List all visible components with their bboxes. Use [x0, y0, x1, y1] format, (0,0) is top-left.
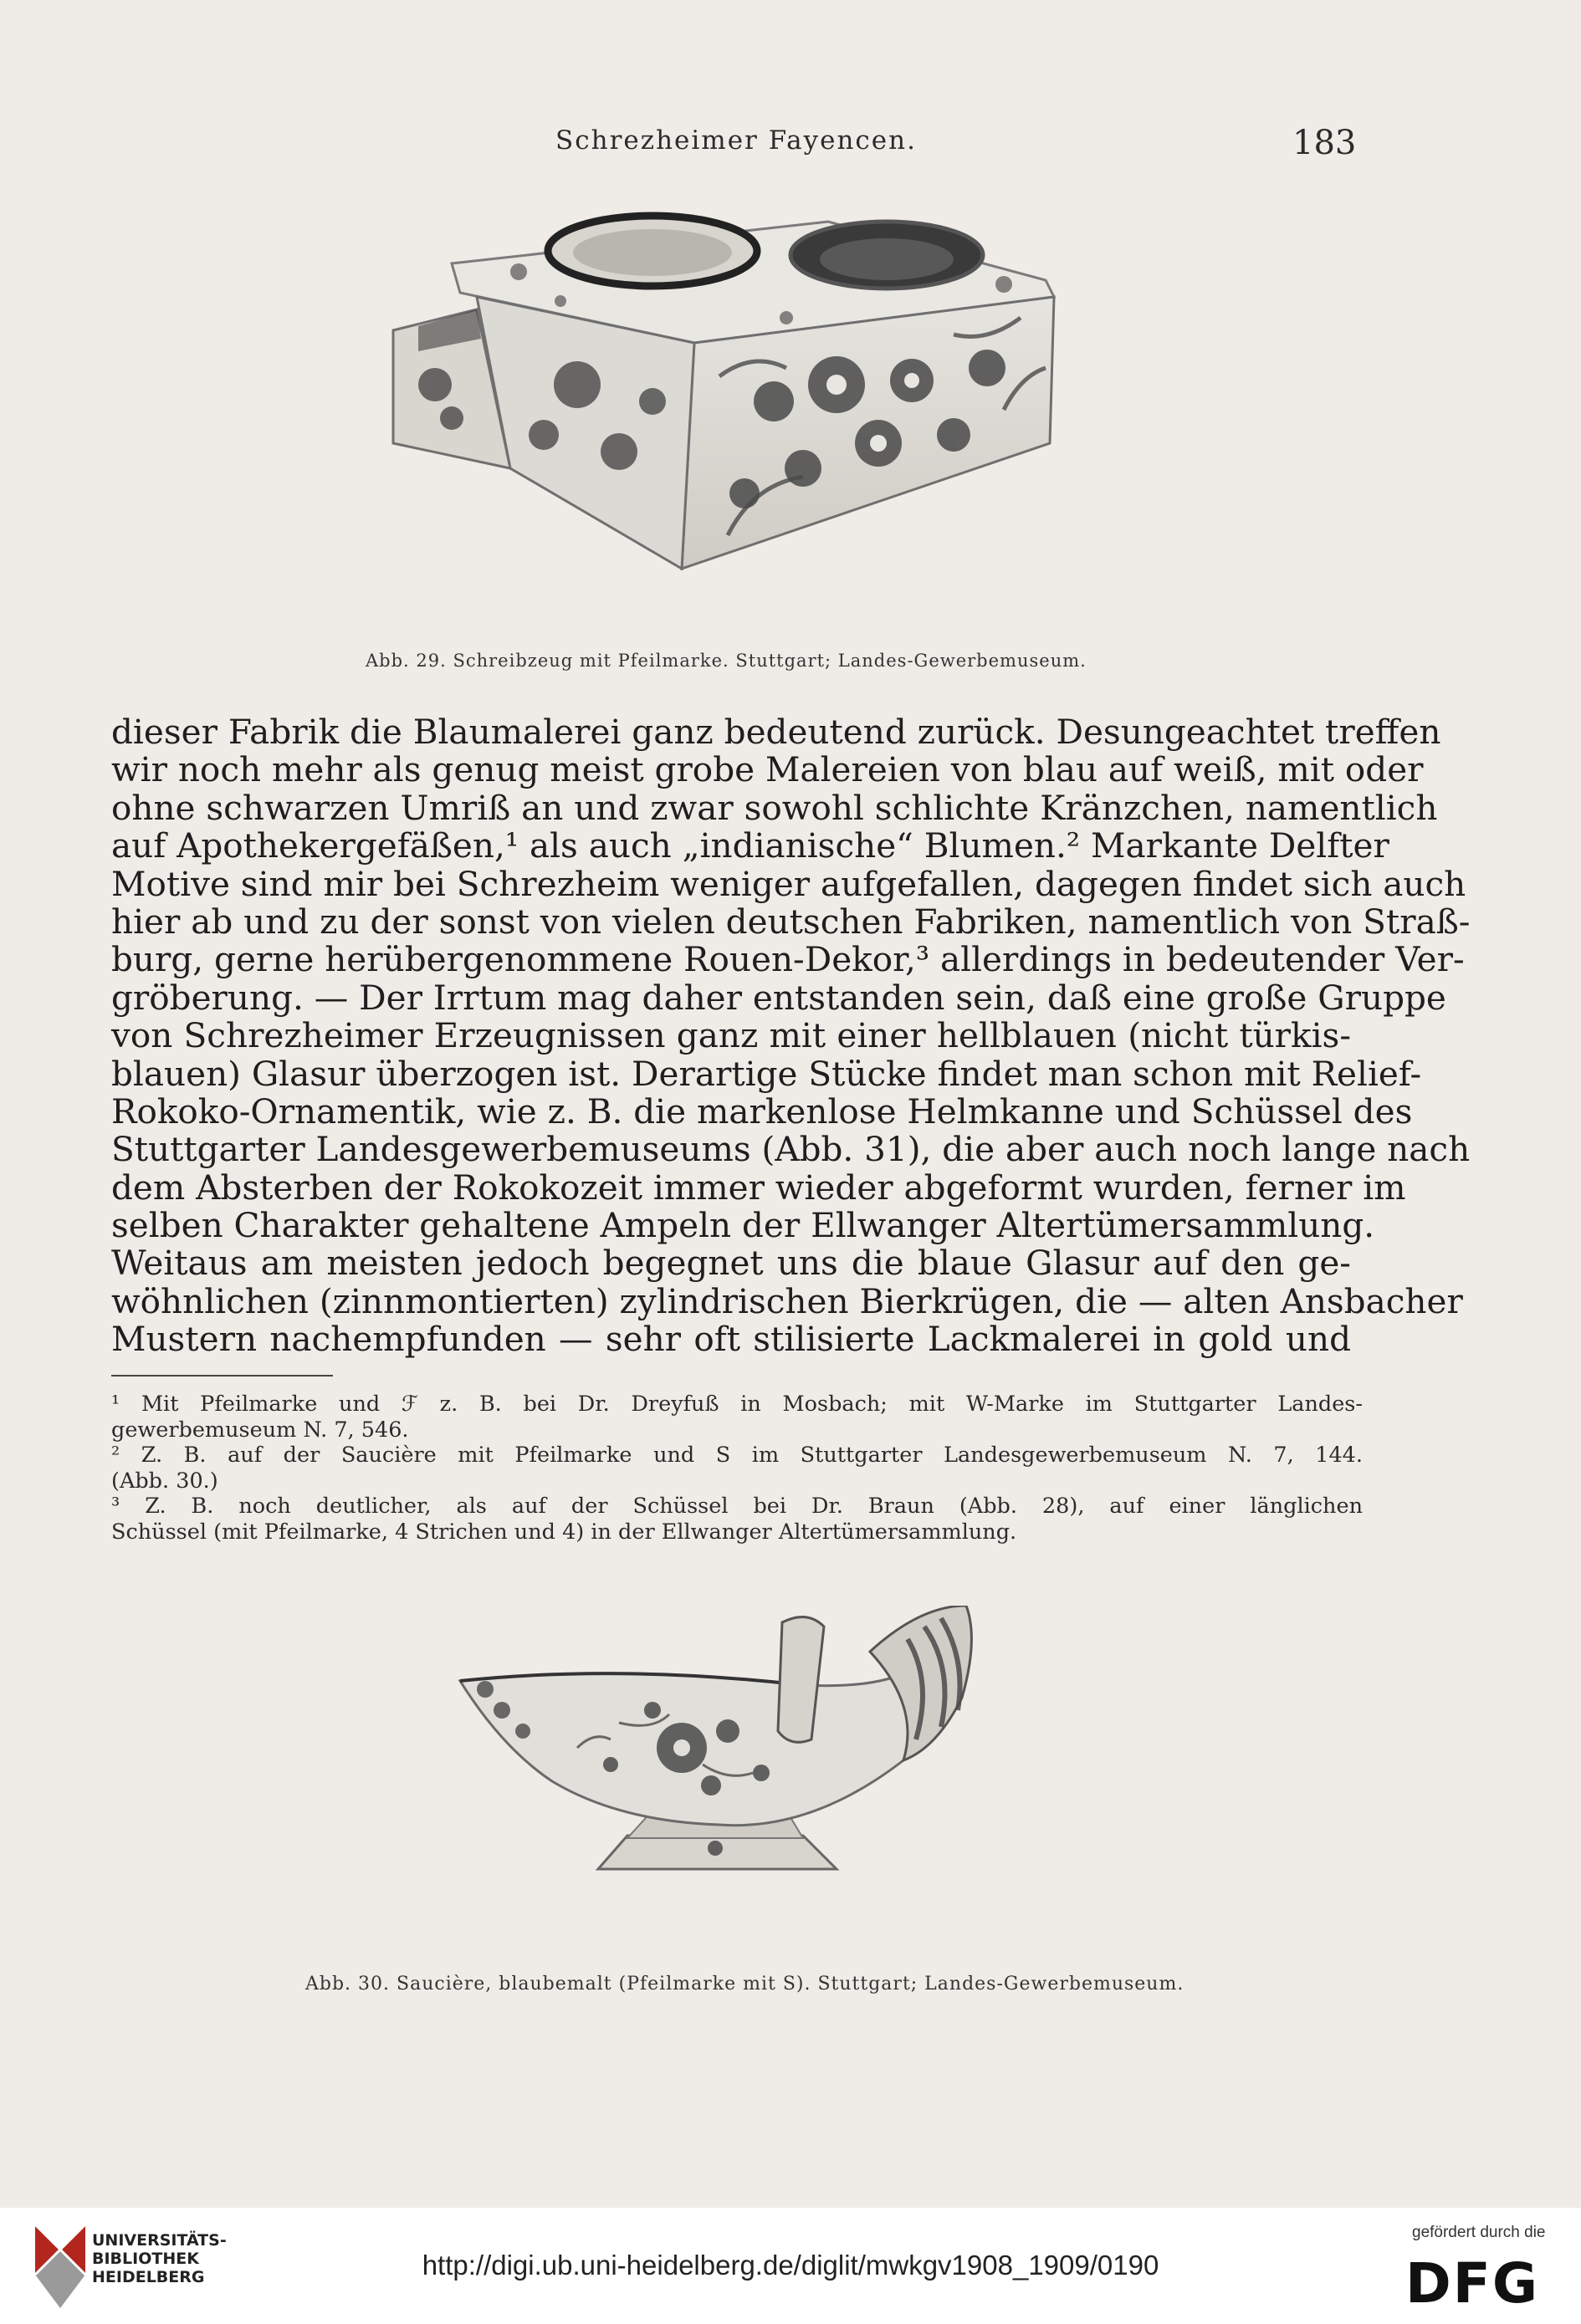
page-number: 183 [1292, 124, 1357, 162]
body-line: Mustern nachempfunden — sehr oft stilisierte Lackmalerei in gold und [111, 1319, 1351, 1360]
body-line: gröberung. — Der Irrtum mag daher entstanden sein, daß eine große Gruppe [111, 977, 1446, 1018]
source-url-link[interactable]: http://digi.ub.uni-heidelberg.de/diglit/mwkgv1908_1909/0190 [422, 2250, 1159, 2281]
body-line: selben Charakter gehaltene Ampeln der Ellwanger Altertümersammlung. [111, 1205, 1375, 1246]
funded-by-label: gefördert durch die [1412, 2224, 1546, 2241]
figure-30-caption: Abb. 30. Saucière, blaubemalt (Pfeilmarke mit S). Stuttgart; Landes-Gewerbemuseum. [305, 1974, 1184, 1995]
library-line: HEIDELBERG [92, 2268, 205, 2286]
body-line: dieser Fabrik die Blaumalerei ganz bedeutend zurück. Desungeachtet treffen [111, 712, 1441, 752]
body-line: auf Apothekergefäßen,¹ als auch „indianische“ Blumen.² Markante Delfter [111, 825, 1389, 866]
library-line: UNIVERSITÄTS- [92, 2231, 227, 2250]
figure-inkstand-image [368, 192, 1188, 602]
footnote-line: ² Z. B. auf der Saucière mit Pfeilmarke und S im Stuttgarter Landesgewerbemuseum N. 7, 144. [111, 1443, 1363, 1468]
body-line: von Schrezheimer Erzeugnissen ganz mit einer hellblauen (nicht türkis- [111, 1015, 1351, 1056]
body-line: Weitaus am meisten jedoch begegnet uns die blaue Glasur auf den ge- [111, 1243, 1351, 1284]
body-line: hier ab und zu der sonst von vielen deutschen Fabriken, namentlich von Straß- [111, 901, 1471, 942]
body-line: burg, gerne herübergenommene Rouen-Dekor,³ allerdings in bedeutender Ver- [111, 939, 1465, 980]
body-line: blauen) Glasur überzogen ist. Derartige Stücke findet man schon mit Relief- [111, 1053, 1422, 1094]
footnote-line: ³ Z. B. noch deutlicher, als auf der Schüssel bei Dr. Braun (Abb. 28), auf einer länglichen [111, 1494, 1363, 1519]
running-title: Schrezheimer Fayencen. [555, 125, 917, 156]
dfg-logo: DFG [1405, 2251, 1540, 2316]
footnote-line: ¹ Mit Pfeilmarke und ℱ z. B. bei Dr. Dreyfuß in Mosbach; mit W-Marke im Stuttgarter Landes- [111, 1392, 1363, 1417]
body-line: wir noch mehr als genug meist grobe Malereien von blau auf weiß, mit oder [111, 749, 1424, 790]
body-line: Motive sind mir bei Schrezheim weniger aufgefallen, dagegen findet sich auch [111, 863, 1466, 904]
body-line: wöhnlichen (zinnmontierten) zylindrischen Bierkrügen, die — alten Ansbacher [111, 1280, 1463, 1321]
body-line: ohne schwarzen Umriß an und zwar sowohl schlichte Kränzchen, namentlich [111, 787, 1438, 828]
footnote-rule [111, 1375, 333, 1377]
figure-sauciere-image [452, 1606, 987, 1882]
figure-29-caption: Abb. 29. Schreibzeug mit Pfeilmarke. Stuttgart; Landes-Gewerbemuseum. [366, 651, 1087, 671]
body-line: Rokoko-Ornamentik, wie z. B. die markenlose Helmkanne und Schüssel des [111, 1090, 1413, 1131]
body-line: dem Absterben der Rokokozeit immer wieder abgeformt wurden, ferner im [111, 1167, 1406, 1208]
body-line: Stuttgarter Landesgewerbemuseums (Abb. 31), die aber auch noch lange nach [111, 1129, 1471, 1170]
body-text [111, 712, 1471, 1360]
footnote-line: gewerbemuseum N. 7, 546. [111, 1417, 409, 1443]
library-line: BIBLIOTHEK [92, 2250, 199, 2268]
footnotes [111, 1392, 1363, 1545]
footnote-line: (Abb. 30.) [111, 1468, 218, 1494]
footnote-line: Schüssel (mit Pfeilmarke, 4 Strichen und 4) in der Ellwanger Altertümersammlung. [111, 1519, 1017, 1545]
